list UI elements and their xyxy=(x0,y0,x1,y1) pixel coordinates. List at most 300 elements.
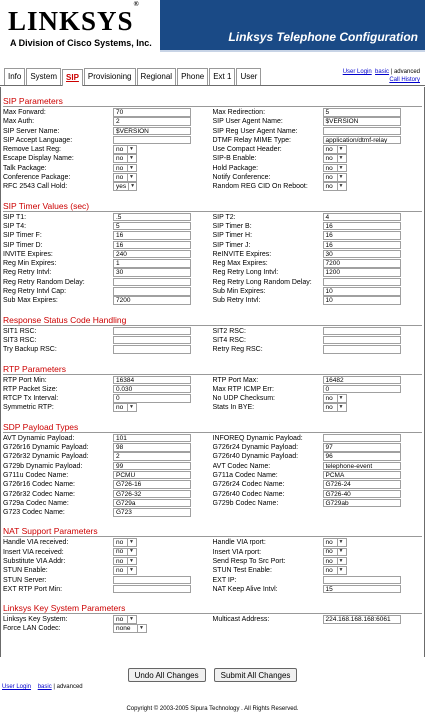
setting-label: Multicast Address: xyxy=(212,616,270,624)
settings-row xyxy=(3,566,422,575)
setting-label: Insert VIA received: xyxy=(3,548,64,556)
setting-cell xyxy=(3,327,213,336)
rtp-packet-size-input[interactable]: 0.030 xyxy=(113,385,191,394)
settings-row xyxy=(3,296,422,305)
setting-label: Hold Package: xyxy=(212,164,259,172)
setting-cell xyxy=(3,287,213,296)
setting-cell xyxy=(213,287,423,296)
setting-label: SIT2 RSC: xyxy=(212,327,246,335)
setting-label: G726r16 Codec Name: xyxy=(3,481,75,489)
rtp-port-min-input[interactable]: 16384 xyxy=(113,376,191,385)
stats-in-bye-select[interactable] xyxy=(323,403,347,412)
g711u-codec-name-input[interactable]: PCMU xyxy=(113,471,191,480)
settings-row xyxy=(3,145,422,154)
setting-label: Random REG CID On Reboot: xyxy=(212,183,308,191)
settings-row xyxy=(3,222,422,231)
settings-row xyxy=(3,231,422,240)
setting-label: Force LAN Codec: xyxy=(3,625,61,633)
g711a-codec-name-input[interactable]: PCMA xyxy=(323,471,401,480)
setting-cell xyxy=(213,615,423,624)
setting-cell xyxy=(213,259,423,268)
ext-rtp-port-min-input[interactable] xyxy=(113,585,191,594)
setting-cell xyxy=(213,566,423,575)
settings-row xyxy=(3,182,422,191)
g726r40-codec-name-input[interactable]: G726-40 xyxy=(323,490,401,499)
setting-label: G726r32 Codec Name: xyxy=(3,490,75,498)
stun-test-enable-select[interactable] xyxy=(323,566,347,575)
insert-via-received-select[interactable] xyxy=(113,548,137,557)
setting-cell xyxy=(213,327,423,336)
settings-row xyxy=(3,345,422,354)
section-title: Response Status Code Handling xyxy=(3,314,127,325)
settings-row xyxy=(3,548,422,557)
notify-conference-select[interactable] xyxy=(323,173,347,182)
settings-row xyxy=(3,557,422,566)
setting-cell xyxy=(3,182,213,191)
section-title: SIP Parameters xyxy=(3,96,63,106)
sit4-rsc-input[interactable] xyxy=(323,336,401,345)
setting-cell xyxy=(213,108,423,117)
top-links xyxy=(343,68,420,84)
setting-cell xyxy=(213,385,423,394)
setting-label: G726r24 Dynamic Payload: xyxy=(212,444,299,452)
sip-timer-h-input[interactable]: 16 xyxy=(323,231,401,240)
tab-bar xyxy=(0,52,425,86)
linksys-key-system-select[interactable] xyxy=(113,615,137,624)
setting-label: RTP Packet Size: xyxy=(3,385,58,393)
inforeq-dynamic-payload-input[interactable] xyxy=(323,434,401,443)
setting-label: NAT Keep Alive Intvl: xyxy=(212,585,278,593)
avt-dynamic-payload-input[interactable]: 101 xyxy=(113,434,191,443)
g726r32-dynamic-payload-input[interactable]: 2 xyxy=(113,452,191,461)
setting-label: SIP Timer B: xyxy=(212,222,252,230)
settings-row xyxy=(3,480,422,489)
setting-label: Remove Last Reg: xyxy=(3,146,61,154)
setting-label: SIP Timer H: xyxy=(212,232,253,240)
setting-label: Reg Retry Long Random Delay: xyxy=(212,278,312,286)
send-resp-to-src-port-select[interactable] xyxy=(323,557,347,566)
section-divider xyxy=(3,374,422,375)
g726r16-dynamic-payload-input[interactable]: 98 xyxy=(113,443,191,452)
rtp-parameters-section xyxy=(3,364,422,413)
setting-label: Max RTP ICMP Err: xyxy=(212,385,274,393)
stun-server-input[interactable] xyxy=(113,576,191,585)
chevron-down-icon: ▼ xyxy=(129,164,134,171)
dtmf-relay-mime-type-input[interactable]: application/dtmf-relay xyxy=(323,136,401,145)
sit3-rsc-input[interactable] xyxy=(113,336,191,345)
g726r24-codec-name-input[interactable]: G726-24 xyxy=(323,480,401,489)
conference-package-select[interactable] xyxy=(113,173,137,182)
setting-label: Reg Retry Intvl: xyxy=(3,269,52,277)
setting-cell xyxy=(3,127,213,136)
chevron-down-icon: ▼ xyxy=(338,394,344,401)
settings-row xyxy=(3,615,422,624)
tab-regional[interactable]: Regional xyxy=(137,68,177,85)
settings-row xyxy=(3,136,422,145)
basic-link[interactable]: basic xyxy=(375,69,390,75)
select-value: no xyxy=(325,155,333,163)
select-value: no xyxy=(325,173,333,181)
tab-provisioning[interactable]: Provisioning xyxy=(84,68,136,85)
settings-row xyxy=(3,471,422,480)
g729a-codec-name-input[interactable]: G729a xyxy=(113,499,191,508)
setting-label: Symmetric RTP: xyxy=(3,404,54,412)
sub-min-expires-input[interactable]: 10 xyxy=(323,287,401,296)
chevron-down-icon: ▼ xyxy=(338,173,344,180)
select-value: no xyxy=(116,404,124,412)
chevron-down-icon: ▼ xyxy=(338,548,344,555)
chevron-down-icon: ▼ xyxy=(338,145,344,152)
tab-ext-1[interactable]: Ext 1 xyxy=(209,68,235,85)
chevron-down-icon: ▼ xyxy=(129,539,134,546)
setting-cell xyxy=(213,403,423,412)
handle-via-received-select[interactable] xyxy=(113,538,137,547)
setting-cell xyxy=(213,499,423,508)
setting-label: SIP Reg User Agent Name: xyxy=(212,127,298,135)
symmetric-rtp-select[interactable] xyxy=(113,403,137,412)
sip-settings-panel xyxy=(0,87,425,657)
setting-cell xyxy=(3,576,213,585)
try-backup-rsc-input[interactable] xyxy=(113,345,191,354)
setting-cell xyxy=(3,480,213,489)
settings-row xyxy=(3,624,422,633)
setting-cell xyxy=(3,462,213,471)
nat-keep-alive-intvl-input[interactable]: 15 xyxy=(323,585,401,594)
reg-retry-long-random-delay-input[interactable] xyxy=(323,278,401,287)
rtcp-tx-interval-input[interactable]: 0 xyxy=(113,394,191,403)
sit1-rsc-input[interactable] xyxy=(113,327,191,336)
setting-label: SIP T1: xyxy=(3,213,27,221)
setting-label: G723 Codec Name: xyxy=(3,509,65,517)
setting-label: No UDP Checksum: xyxy=(212,395,276,403)
setting-label: SIP Accept Language: xyxy=(3,136,73,144)
setting-cell xyxy=(3,538,213,547)
setting-cell xyxy=(3,222,213,231)
sip-timer-b-input[interactable]: 16 xyxy=(323,222,401,231)
g726r40-dynamic-payload-input[interactable]: 96 xyxy=(323,452,401,461)
select-value: no xyxy=(116,173,124,181)
settings-row xyxy=(3,259,422,268)
chevron-down-icon: ▼ xyxy=(338,164,344,171)
ext-ip-input[interactable] xyxy=(323,576,401,585)
max-rtp-icmp-err-input[interactable]: 0 xyxy=(323,385,401,394)
setting-cell xyxy=(213,182,423,191)
setting-cell xyxy=(3,443,213,452)
reg-min-expires-input[interactable]: 1 xyxy=(113,259,191,268)
setting-cell xyxy=(213,117,423,126)
setting-cell xyxy=(213,213,423,222)
setting-label: INFOREQ Dynamic Payload: xyxy=(212,434,303,442)
max-auth-input[interactable]: 2 xyxy=(113,117,191,126)
linksys-key-system-parameters-section xyxy=(3,603,422,634)
setting-label: Handle VIA rport: xyxy=(212,539,266,547)
setting-cell xyxy=(3,117,213,126)
select-value: no xyxy=(325,557,333,565)
basic-link[interactable]: basic xyxy=(37,684,52,690)
setting-cell xyxy=(3,615,213,624)
section-divider xyxy=(3,613,422,614)
retry-reg-rsc-input[interactable] xyxy=(323,345,401,354)
setting-cell xyxy=(213,434,423,443)
settings-row xyxy=(3,403,422,412)
rfc-2543-call-hold-select[interactable] xyxy=(113,182,137,191)
setting-label: SIP Server Name: xyxy=(3,127,60,135)
setting-cell xyxy=(213,394,423,403)
section-title: RTP Parameters xyxy=(3,363,66,374)
rtp-port-max-input[interactable]: 16482 xyxy=(323,376,401,385)
logo-area xyxy=(0,0,160,52)
select-value: no xyxy=(116,164,124,172)
select-value: no xyxy=(325,164,333,172)
setting-cell xyxy=(3,259,213,268)
advanced-label: advanced xyxy=(56,684,83,690)
setting-cell xyxy=(213,268,423,277)
settings-row xyxy=(3,443,422,452)
settings-row xyxy=(3,213,422,222)
setting-label: Sub Retry Intvl: xyxy=(212,297,261,305)
no-udp-checksum-select[interactable] xyxy=(323,394,347,403)
settings-row xyxy=(3,278,422,287)
talk-package-select[interactable] xyxy=(113,164,137,173)
chevron-down-icon: ▼ xyxy=(338,567,344,574)
setting-cell xyxy=(213,376,423,385)
setting-label: Handle VIA received: xyxy=(3,539,69,547)
setting-cell xyxy=(3,566,213,575)
app-title: Linksys Telephone Configuration xyxy=(228,30,418,44)
section-divider xyxy=(3,536,422,537)
setting-label: G729b Codec Name: xyxy=(212,499,279,507)
section-divider xyxy=(3,325,422,326)
setting-label: Max Auth: xyxy=(3,118,35,126)
section-divider xyxy=(3,211,422,212)
select-value: no xyxy=(325,394,333,402)
g726r16-codec-name-input[interactable]: G726-16 xyxy=(113,480,191,489)
submit-all-changes-button[interactable]: Submit All Changes xyxy=(214,668,298,682)
setting-label: ReINVITE Expires: xyxy=(212,250,272,258)
setting-cell xyxy=(213,443,423,452)
tab-sip[interactable]: SIP xyxy=(62,69,83,86)
random-reg-cid-on-reboot-select[interactable] xyxy=(323,182,347,191)
sip-timer-d-input[interactable]: 16 xyxy=(113,241,191,250)
sip-user-agent-name-input[interactable]: $VERSION xyxy=(323,117,401,126)
setting-label: SIT1 RSC: xyxy=(3,327,37,335)
reg-retry-long-intvl-input[interactable]: 1200 xyxy=(323,268,401,277)
setting-cell xyxy=(213,336,423,345)
invite-expires-input[interactable]: 240 xyxy=(113,250,191,259)
setting-label: G726r32 Dynamic Payload: xyxy=(3,453,89,461)
max-forward-input[interactable]: 70 xyxy=(113,108,191,117)
sip-parameters-section xyxy=(3,96,422,192)
chevron-down-icon: ▼ xyxy=(129,404,134,411)
setting-cell xyxy=(3,403,213,412)
select-value: no xyxy=(325,539,333,547)
user-login-link[interactable]: User Login xyxy=(2,684,32,690)
sip-t1-input[interactable]: .5 xyxy=(113,213,191,222)
setting-cell xyxy=(3,213,213,222)
g723-codec-name-input[interactable]: G723 xyxy=(113,508,191,517)
sip-reg-user-agent-name-input[interactable] xyxy=(323,127,401,136)
setting-cell xyxy=(3,548,213,557)
settings-row xyxy=(3,490,422,499)
select-value: yes xyxy=(116,183,127,191)
settings-row xyxy=(3,117,422,126)
setting-cell xyxy=(3,250,213,259)
link-separator: | xyxy=(53,684,55,690)
g729b-dynamic-payload-input[interactable]: 99 xyxy=(113,462,191,471)
setting-cell xyxy=(213,241,423,250)
chevron-down-icon: ▼ xyxy=(129,557,134,564)
chevron-down-icon: ▼ xyxy=(129,615,134,622)
call-history-link[interactable]: Call History xyxy=(389,77,420,83)
select-value: no xyxy=(116,155,124,163)
setting-label: Linksys Key System: xyxy=(3,616,68,624)
setting-label: Talk Package: xyxy=(3,164,47,172)
setting-label: Insert VIA rport: xyxy=(212,548,262,556)
setting-label: G711a Codec Name: xyxy=(212,471,278,479)
sip-server-name-input[interactable]: $VERSION xyxy=(113,127,191,136)
setting-label: SIP Timer D: xyxy=(3,241,43,249)
setting-label: SIP T2: xyxy=(212,213,236,221)
setting-label: G711u Codec Name: xyxy=(3,471,69,479)
setting-cell xyxy=(213,480,423,489)
setting-label: G726r40 Dynamic Payload: xyxy=(212,453,299,461)
setting-cell xyxy=(3,145,213,154)
escape-display-name-select[interactable] xyxy=(113,154,137,163)
setting-label: STUN Server: xyxy=(3,576,47,584)
tab-info[interactable]: Info xyxy=(4,68,25,85)
reg-max-expires-input[interactable]: 7200 xyxy=(323,259,401,268)
use-compact-header-select[interactable] xyxy=(323,145,347,154)
user-login-link[interactable]: User Login xyxy=(342,69,372,75)
setting-label: SIP User Agent Name: xyxy=(212,118,283,126)
chevron-down-icon: ▼ xyxy=(129,567,134,574)
setting-cell xyxy=(3,490,213,499)
handle-via-rport-select[interactable] xyxy=(323,538,347,547)
setting-cell xyxy=(3,376,213,385)
action-buttons xyxy=(0,668,425,682)
settings-row xyxy=(3,538,422,547)
setting-cell xyxy=(213,557,423,566)
insert-via-rport-select[interactable] xyxy=(323,548,347,557)
tab-user[interactable]: User xyxy=(236,68,261,85)
setting-label: Notify Conference: xyxy=(212,174,271,182)
setting-label: STUN Enable: xyxy=(3,567,48,575)
chevron-down-icon: ▼ xyxy=(130,183,136,190)
sub-retry-intvl-input[interactable]: 10 xyxy=(323,296,401,305)
link-separator: | xyxy=(390,69,393,75)
setting-cell xyxy=(213,471,423,480)
setting-label: Stats In BYE: xyxy=(212,404,255,412)
settings-row xyxy=(3,452,422,461)
reg-retry-intvl-input[interactable]: 30 xyxy=(113,268,191,277)
force-lan-codec-select[interactable] xyxy=(113,624,147,633)
sip-accept-language-input[interactable] xyxy=(113,136,191,145)
select-value: no xyxy=(325,567,333,575)
sit2-rsc-input[interactable] xyxy=(323,327,401,336)
setting-cell xyxy=(213,576,423,585)
sub-max-expires-input[interactable]: 7200 xyxy=(113,296,191,305)
setting-label: STUN Test Enable: xyxy=(212,567,272,575)
setting-label: Send Resp To Src Port: xyxy=(212,557,286,565)
sip-timer-j-input[interactable]: 16 xyxy=(323,241,401,250)
setting-label: RTP Port Min: xyxy=(3,376,47,384)
chevron-down-icon: ▼ xyxy=(338,183,344,190)
setting-label: G729b Dynamic Payload: xyxy=(3,462,83,470)
settings-row xyxy=(3,154,422,163)
remove-last-reg-select[interactable] xyxy=(113,145,137,154)
setting-cell xyxy=(213,462,423,471)
setting-cell xyxy=(3,241,213,250)
chevron-down-icon: ▼ xyxy=(129,173,134,180)
setting-label: RFC 2543 Call Hold: xyxy=(3,183,68,191)
tab-phone[interactable]: Phone xyxy=(177,68,208,85)
g726r32-codec-name-input[interactable]: G726-32 xyxy=(113,490,191,499)
settings-row xyxy=(3,127,422,136)
select-value: no xyxy=(116,567,124,575)
g726r24-dynamic-payload-input[interactable]: 97 xyxy=(323,443,401,452)
setting-cell xyxy=(213,452,423,461)
multicast-address-input[interactable]: 224.168.168.168:6061 xyxy=(323,615,401,624)
response-status-code-handling-section xyxy=(3,315,422,355)
setting-label: G726r40 Codec Name: xyxy=(212,490,285,498)
tabs xyxy=(4,68,262,85)
sip-timer-f-input[interactable]: 16 xyxy=(113,231,191,240)
sip-b-enable-select[interactable] xyxy=(323,154,347,163)
g729b-codec-name-input[interactable]: G729ab xyxy=(323,499,401,508)
settings-row xyxy=(3,173,422,182)
setting-cell xyxy=(3,471,213,480)
avt-codec-name-input[interactable]: telephone-event xyxy=(323,462,401,471)
tab-system[interactable]: System xyxy=(26,68,61,85)
reinvite-expires-input[interactable]: 30 xyxy=(323,250,401,259)
setting-cell xyxy=(3,164,213,173)
setting-cell xyxy=(3,385,213,394)
setting-cell xyxy=(213,231,423,240)
setting-cell xyxy=(213,490,423,499)
setting-label: Reg Retry Intvl Cap: xyxy=(3,288,67,296)
undo-all-changes-button[interactable]: Undo All Changes xyxy=(128,668,206,682)
settings-row xyxy=(3,376,422,385)
reg-retry-intvl-cap-input[interactable] xyxy=(113,287,191,296)
setting-cell xyxy=(3,557,213,566)
sip-t2-input[interactable]: 4 xyxy=(323,213,401,222)
hold-package-select[interactable] xyxy=(323,164,347,173)
chevron-down-icon: ▼ xyxy=(338,539,344,546)
setting-label: Max Redirection: xyxy=(212,109,266,116)
substitute-via-addr-select[interactable] xyxy=(113,557,137,566)
setting-cell xyxy=(213,585,423,594)
sip-t4-input[interactable]: 5 xyxy=(113,222,191,231)
setting-cell xyxy=(213,154,423,163)
chevron-down-icon: ▼ xyxy=(338,557,344,564)
setting-cell xyxy=(3,585,213,594)
stun-enable-select[interactable] xyxy=(113,566,137,575)
setting-label: SIT3 RSC: xyxy=(3,336,37,344)
setting-cell xyxy=(213,145,423,154)
setting-label: Max Forward: xyxy=(3,109,46,116)
section-title: Linksys Key System Parameters xyxy=(3,603,126,614)
setting-label: SIP Timer J: xyxy=(212,241,251,249)
section-title: SIP Timer Values (sec) xyxy=(3,200,90,211)
setting-label: AVT Codec Name: xyxy=(212,462,271,470)
setting-label: Use Compact Header: xyxy=(212,146,282,154)
setting-label: Try Backup RSC: xyxy=(3,346,57,354)
max-redirection-input[interactable]: 5 xyxy=(323,108,401,117)
setting-label: Reg Min Expires: xyxy=(3,260,57,268)
advanced-label: advanced xyxy=(393,69,420,75)
reg-retry-random-delay-input[interactable] xyxy=(113,278,191,287)
setting-cell xyxy=(213,345,423,354)
